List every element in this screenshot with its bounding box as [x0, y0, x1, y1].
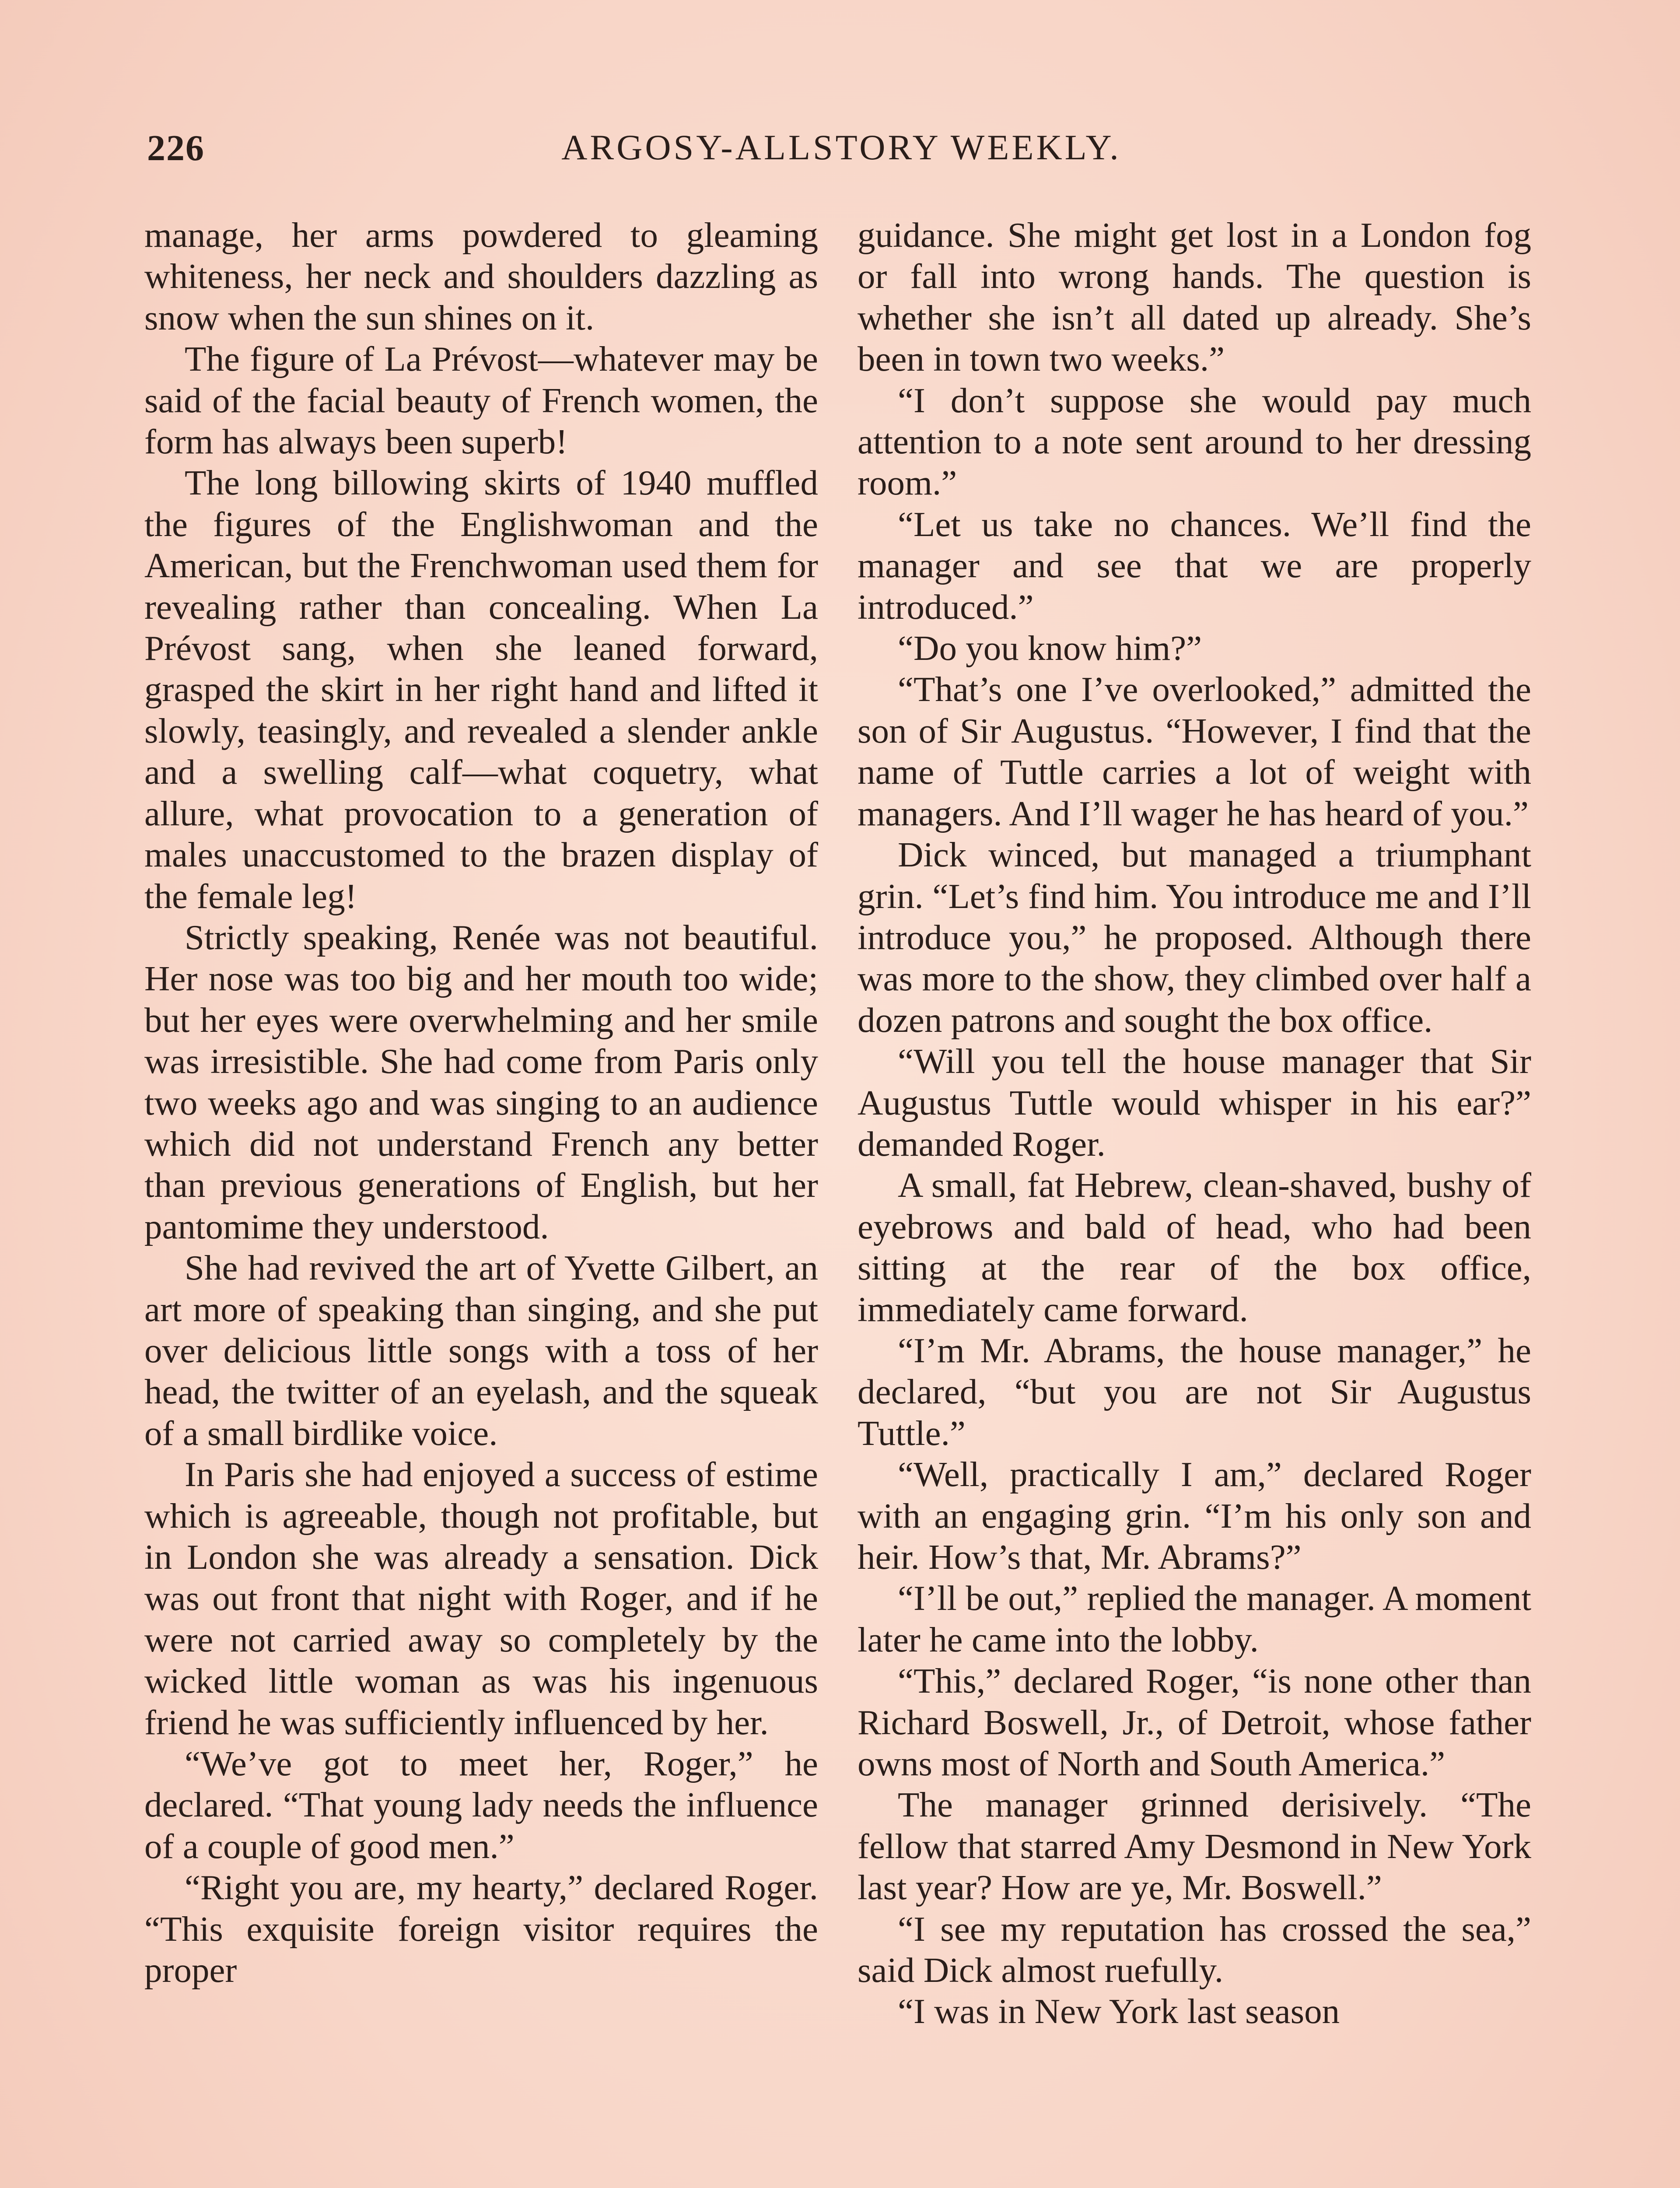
paragraph: Dick winced, but managed a triumphant grin. “Let’s find him. You introduce me and I’ll introduce you,” he proposed. Although there was more to the show, they climbed over half a dozen patrons and sought the box office.	[858, 835, 1531, 1040]
paragraph: “Do you know him?”	[898, 628, 1202, 668]
paragraph: “We’ve got to meet her, Roger,” he declared. “That young lady needs the influence of a couple of good men.”	[144, 1744, 818, 1866]
paragraph: The manager grinned derisively. “The fellow that starred Amy Desmond in New York last year? How are ye, Mr. Boswell.”	[858, 1785, 1531, 1907]
page-header	[147, 127, 1536, 179]
paragraph: “I don’t suppose she would pay much attention to a note sent around to her dressing room.”	[858, 380, 1531, 503]
paragraph: “Let us take no chances. We’ll find the manager and see that we are properly introduced.”	[858, 504, 1531, 627]
paragraph: The long billowing skirts of 1940 muffled the figures of the Englishwoman and the American, but the Frenchwoman used them for revealing rather than concealing. When La Prévost sang, when she leaned forward, grasped the skirt in her right hand and lifted it slowly, teasingly, and revealed a slender ankle and a swelling calf—what coquetry, what allure, what provocation to a generation of males unaccustomed to the brazen display of the female leg!	[144, 463, 818, 916]
paragraph: In Paris she had enjoyed a success of estime which is agreeable, though not profitable, but in London she was already a sensation. Dick was out front that night with Roger, and if he were not carried away so completely by the wicked little woman as was his ingenuous friend he was sufficiently influenced by her.	[144, 1455, 818, 1742]
paragraph: manage, her arms powdered to gleaming whiteness, her neck and shoulders dazzling as snow when the sun shines on it.	[144, 215, 818, 337]
right-column	[858, 214, 1531, 2188]
text-columns	[144, 214, 1536, 2188]
paragraph: “Right you are, my hearty,” declared Roger. “This exquisite foreign visitor requires the proper	[144, 1868, 818, 1990]
paragraph: “I’m Mr. Abrams, the house manager,” he declared, “but you are not Sir Augustus Tuttle.”	[858, 1330, 1531, 1453]
paragraph: guidance. She might get lost in a London fog or fall into wrong hands. The question is whether she isn’t all dated up already. She’s been in town two weeks.”	[858, 215, 1531, 379]
paragraph: She had revived the art of Yvette Gilbert, an art more of speaking than singing, and she put over delicious little songs with a toss of her head, the twitter of an eyelash, and the squeak of a small birdlike voice.	[144, 1248, 818, 1453]
paragraph: “This,” declared Roger, “is none other than Richard Boswell, Jr., of Detroit, whose father owns most of North and South America.”	[858, 1661, 1531, 1784]
paragraph: “Well, practically I am,” declared Roger with an engaging grin. “I’m his only son and heir. How’s that, Mr. Abrams?”	[858, 1455, 1531, 1577]
paragraph: “I see my reputation has crossed the sea,” said Dick almost ruefully.	[858, 1909, 1531, 1990]
paragraph: “I was in New York last season	[898, 1992, 1340, 2031]
running-head-title: ARGOSY-ALLSTORY WEEKLY.	[561, 127, 1121, 167]
left-column	[144, 214, 818, 2188]
paragraph: The figure of La Prévost—whatever may be said of the facial beauty of French women, the form has always been superb!	[144, 339, 818, 462]
paragraph: “That’s one I’ve overlooked,” admitted the son of Sir Augustus. “However, I find that the name of Tuttle carries a lot of weight with managers. And I’ll wager he has heard of you.”	[858, 670, 1531, 833]
page-number: 226	[147, 128, 205, 168]
paragraph: “I’ll be out,” replied the manager. A moment later he came into the lobby.	[858, 1578, 1531, 1659]
paragraph: A small, fat Hebrew, clean-shaved, bushy of eyebrows and bald of head, who had been sitting at the rear of the box office, immediately came forward.	[858, 1165, 1531, 1329]
paragraph: Strictly speaking, Renée was not beautiful. Her nose was too big and her mouth too wide; but her eyes were overwhelming and her smile was irresistible. She had come from Paris only two weeks ago and was singing to an audience which did not understand French any better than previous generations of English, but her pantomime they understood.	[144, 917, 818, 1246]
paragraph: “Will you tell the house manager that Sir Augustus Tuttle would whisper in his ear?” demanded Roger.	[858, 1041, 1531, 1164]
